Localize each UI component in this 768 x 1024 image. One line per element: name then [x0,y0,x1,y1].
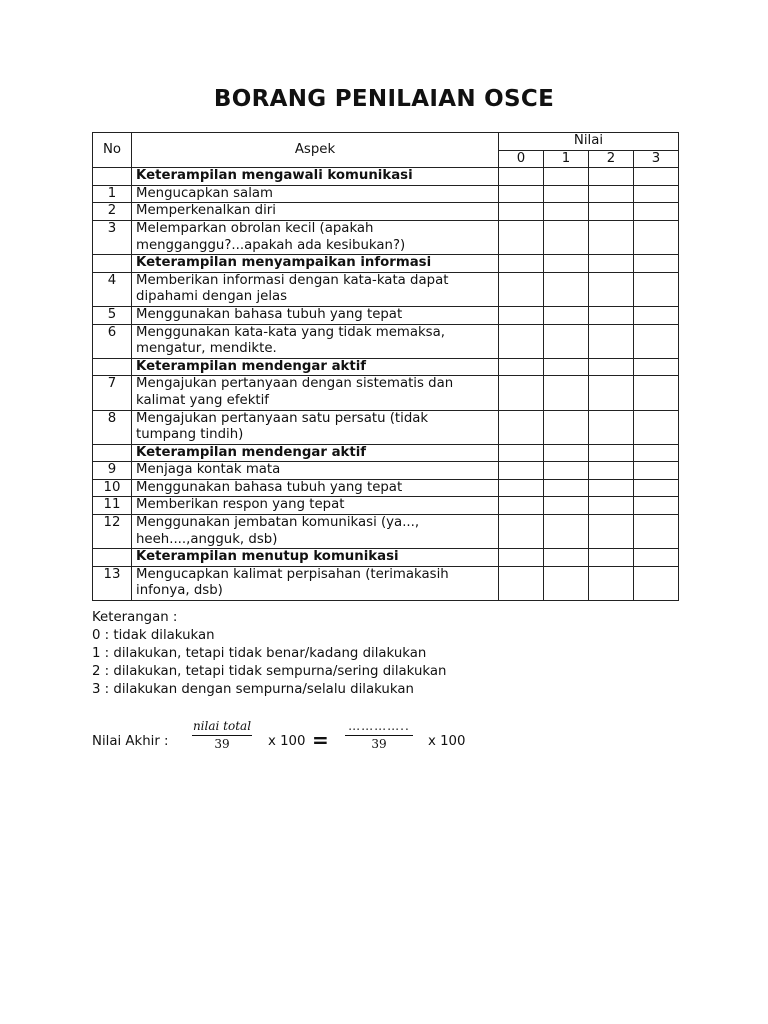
table-row [93,515,679,549]
score-cell-3[interactable] [634,272,679,306]
table-row [93,462,679,480]
score-cell-3[interactable] [634,324,679,358]
row-number: 11 [93,497,132,515]
aspect-cell [132,220,499,254]
score-cell-1[interactable] [544,515,589,549]
score-cell-0[interactable] [499,497,544,515]
table-row [93,272,679,306]
row-number: 12 [93,515,132,549]
legend-heading: Keterangan : [92,610,178,625]
row-number [93,444,132,462]
score-cell-2[interactable] [589,220,634,254]
score-cell-0[interactable] [499,444,544,462]
score-cell-1[interactable] [544,324,589,358]
row-number: 2 [93,203,132,221]
score-cell-3[interactable] [634,220,679,254]
score-cell-0[interactable] [499,515,544,549]
row-number [93,168,132,186]
page-title: BORANG PENILAIAN OSCE [213,86,555,112]
legend-item: 2 : dilakukan, tetapi tidak sempurna/sering dilakukan [92,664,447,679]
aspect-cell [132,324,499,358]
score-cell-0[interactable] [499,220,544,254]
row-number: 10 [93,479,132,497]
aspect-line: Memberikan respon yang tepat [136,497,345,513]
section-title: Keterampilan mendengar aktif [132,358,499,376]
score-cell-0[interactable] [499,549,544,567]
header-score-1: 1 [544,150,589,168]
table-row [93,410,679,444]
fraction-blank-numerator: ………….. [345,719,413,736]
aspect-line: Memberikan informasi dengan kata-kata dapat [136,272,449,288]
score-cell-0[interactable] [499,306,544,324]
score-cell-2[interactable] [589,566,634,600]
aspect-cell [132,306,499,324]
score-cell-0[interactable] [499,566,544,600]
score-cell-0[interactable] [499,203,544,221]
score-cell-0[interactable] [499,358,544,376]
score-cell-3[interactable] [634,358,679,376]
score-cell-3[interactable] [634,497,679,515]
legend-item: 1 : dilakukan, tetapi tidak benar/kadang dilakukan [92,646,427,661]
score-cell-3[interactable] [634,306,679,324]
score-cell-0[interactable] [499,168,544,186]
header-score-2: 2 [589,150,634,168]
score-cell-3[interactable] [634,185,679,203]
aspect-line: Menjaga kontak mata [136,462,281,478]
score-cell-1[interactable] [544,185,589,203]
aspect-line: Menggunakan bahasa tubuh yang tepat [136,306,403,322]
row-number: 4 [93,272,132,306]
legend [92,609,446,699]
score-cell-2[interactable] [589,444,634,462]
score-cell-1[interactable] [544,566,589,600]
fraction-formula [192,719,252,751]
aspect-line: tumpang tindih) [136,427,244,443]
fraction-blank-denominator: 39 [371,737,387,751]
section-row [93,255,679,273]
section-title: Keterampilan mendengar aktif [132,444,499,462]
aspect-line: Mengajukan pertanyaan dengan sistematis dan [136,376,454,392]
row-number [93,255,132,273]
aspect-cell [132,566,499,600]
multiplier-text: x 100 [268,734,306,749]
row-number [93,358,132,376]
assessment-table [92,132,679,601]
fraction-blank [345,719,413,751]
header-no: No [93,133,132,168]
row-number: 8 [93,410,132,444]
final-score-formula [92,716,512,766]
section-row [93,444,679,462]
header-aspek: Aspek [132,133,499,168]
aspect-line: heeh....,angguk, dsb) [136,531,278,547]
score-cell-2[interactable] [589,549,634,567]
aspect-cell [132,203,499,221]
score-cell-0[interactable] [499,462,544,480]
score-cell-1[interactable] [544,203,589,221]
table-row [93,306,679,324]
aspect-line: Melemparkan obrolan kecil (apakah [136,220,374,236]
score-cell-0[interactable] [499,376,544,410]
score-cell-2[interactable] [589,479,634,497]
section-title: Keterampilan mengawali komunikasi [132,168,499,186]
row-number: 5 [93,306,132,324]
aspect-line: infonya, dsb) [136,583,223,599]
score-cell-2[interactable] [589,497,634,515]
score-cell-1[interactable] [544,168,589,186]
section-row [93,358,679,376]
score-cell-1[interactable] [544,444,589,462]
legend-item: 3 : dilakukan dengan sempurna/selalu dilakukan [92,682,414,697]
aspect-cell [132,272,499,306]
aspect-line: Mengucapkan kalimat perpisahan (terimakasih [136,566,449,582]
aspect-line: Menggunakan kata-kata yang tidak memaksa, [136,324,445,340]
aspect-line: kalimat yang efektif [136,392,269,408]
aspect-line: Menggunakan jembatan komunikasi (ya..., [136,515,420,531]
header-score-3: 3 [634,150,679,168]
score-cell-1[interactable] [544,306,589,324]
score-cell-2[interactable] [589,306,634,324]
aspect-cell [132,515,499,549]
aspect-line: dipahami dengan jelas [136,289,288,305]
score-cell-0[interactable] [499,324,544,358]
score-cell-2[interactable] [589,376,634,410]
table-row [93,376,679,410]
header-nilai: Nilai [499,133,679,151]
score-cell-0[interactable] [499,255,544,273]
equals-sign: = [312,728,329,752]
score-cell-1[interactable] [544,549,589,567]
score-cell-1[interactable] [544,220,589,254]
aspect-cell [132,462,499,480]
score-cell-2[interactable] [589,515,634,549]
aspect-cell [132,410,499,444]
row-number: 1 [93,185,132,203]
score-cell-1[interactable] [544,255,589,273]
aspect-line: Menggunakan bahasa tubuh yang tepat [136,479,403,495]
legend-item: 0 : tidak dilakukan [92,628,215,643]
aspect-line: Mengajukan pertanyaan satu persatu (tidak [136,410,429,426]
score-cell-3[interactable] [634,479,679,497]
score-cell-0[interactable] [499,185,544,203]
section-row [93,168,679,186]
fraction-numerator: nilai total [192,719,252,736]
score-cell-3[interactable] [634,376,679,410]
score-cell-3[interactable] [634,255,679,273]
score-cell-3[interactable] [634,515,679,549]
score-cell-1[interactable] [544,462,589,480]
score-cell-3[interactable] [634,444,679,462]
row-number: 3 [93,220,132,254]
score-cell-3[interactable] [634,462,679,480]
score-cell-2[interactable] [589,324,634,358]
score-cell-2[interactable] [589,203,634,221]
score-cell-2[interactable] [589,462,634,480]
score-cell-3[interactable] [634,410,679,444]
score-cell-0[interactable] [499,410,544,444]
score-cell-3[interactable] [634,203,679,221]
row-number: 7 [93,376,132,410]
score-cell-3[interactable] [634,566,679,600]
row-number: 6 [93,324,132,358]
row-number: 9 [93,462,132,480]
table-row [93,479,679,497]
fraction-denominator: 39 [214,737,230,751]
aspect-cell [132,497,499,515]
table-row [93,497,679,515]
score-cell-2[interactable] [589,410,634,444]
score-cell-2[interactable] [589,255,634,273]
row-number: 13 [93,566,132,600]
score-cell-2[interactable] [589,185,634,203]
score-cell-0[interactable] [499,479,544,497]
score-cell-2[interactable] [589,272,634,306]
score-cell-0[interactable] [499,272,544,306]
header-score-0: 0 [499,150,544,168]
row-number [93,549,132,567]
section-row [93,549,679,567]
score-cell-3[interactable] [634,168,679,186]
aspect-cell [132,479,499,497]
multiplier-text-2: x 100 [428,734,466,749]
score-cell-2[interactable] [589,168,634,186]
table-row [93,185,679,203]
score-cell-1[interactable] [544,497,589,515]
section-title: Keterampilan menyampaikan informasi [132,255,499,273]
aspect-line: Memperkenalkan diri [136,203,276,219]
aspect-cell [132,376,499,410]
score-cell-1[interactable] [544,272,589,306]
aspect-line: mengganggu?...apakah ada kesibukan?) [136,237,406,253]
score-cell-2[interactable] [589,358,634,376]
aspect-cell [132,185,499,203]
aspect-line: Mengucapkan salam [136,185,273,201]
section-title: Keterampilan menutup komunikasi [132,549,499,567]
table-row [93,203,679,221]
score-cell-1[interactable] [544,376,589,410]
table-row [93,324,679,358]
final-score-label: Nilai Akhir : [92,734,169,749]
table-body [93,168,679,601]
table-row [93,220,679,254]
table-row [93,566,679,600]
aspect-line: mengatur, mendikte. [136,341,277,357]
score-cell-1[interactable] [544,358,589,376]
score-cell-3[interactable] [634,549,679,567]
score-cell-1[interactable] [544,479,589,497]
score-cell-1[interactable] [544,410,589,444]
